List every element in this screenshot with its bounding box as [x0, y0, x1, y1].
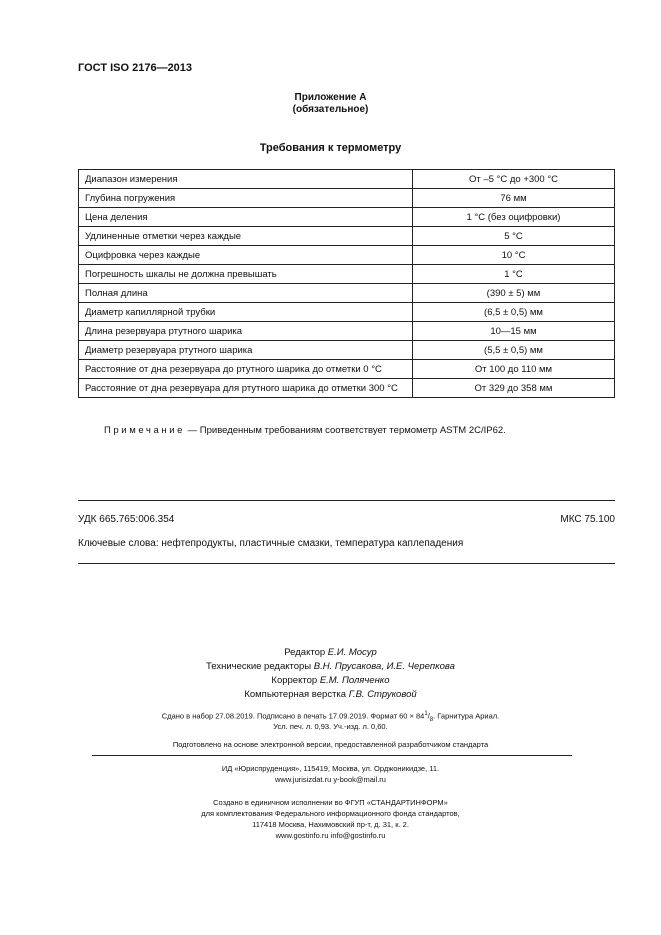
parameter-cell: Оцифровка через каждые	[79, 246, 413, 265]
value-cell: 5 °С	[413, 227, 615, 246]
parameter-cell: Цена деления	[79, 208, 413, 227]
table-note	[104, 425, 506, 436]
table-row	[79, 360, 615, 379]
table-row	[79, 322, 615, 341]
mks-code: МКС 75.100	[560, 514, 615, 525]
udk-code: УДК 665.765:006.354	[78, 514, 175, 525]
appendix-title: Приложение А	[294, 92, 367, 103]
publisher-address: ИД «Юриспруденция», 115419, Москва, ул. Орджоникидзе, 11.	[221, 764, 440, 773]
table-row	[79, 227, 615, 246]
parameter-cell: Удлиненные отметки через каждые	[79, 227, 413, 246]
parameter-cell: Диаметр капиллярной трубки	[79, 303, 413, 322]
publisher-contacts: www.jurisizdat.ru y-book@mail.ru	[275, 775, 386, 784]
parameter-cell: Диапазон измерения	[79, 170, 413, 189]
table-row	[79, 189, 615, 208]
value-cell: От –5 °С до +300 °С	[413, 170, 615, 189]
print-info-line1: Сдано в набор 27.08.2019. Подписано в печать 17.09.2019. Формат $60 \times 84^1/_8$. Гарнитура Ариал.	[161, 711, 500, 723]
producer-line3: 117418 Москва, Нахимовский пр-т, д. 31, к. 2.	[252, 820, 409, 829]
table-row	[79, 303, 615, 322]
parameter-cell: Диаметр резервуара ртутного шарика	[79, 341, 413, 360]
divider-bottom	[78, 563, 615, 564]
parameter-cell: Длина резервуара ртутного шарика	[79, 322, 413, 341]
divider-top	[78, 500, 615, 501]
keywords: Ключевые слова: нефтепродукты, пластичные смазки, температура каплепадения	[78, 538, 464, 549]
appendix-status: (обязательное)	[292, 104, 369, 115]
table-row	[79, 208, 615, 227]
value-cell: 1 °С (без оцифровки)	[413, 208, 615, 227]
table-row	[79, 341, 615, 360]
table-row	[79, 284, 615, 303]
value-cell: (5,5 ± 0,5) мм	[413, 341, 615, 360]
note-label: Примечание	[104, 425, 185, 436]
credit-editor: Редактор Е.И. Мосур	[284, 647, 377, 658]
value-cell: От 100 до 110 мм	[413, 360, 615, 379]
print-info-source: Подготовлено на основе электронной версии, предоставленной разработчиком стандарта	[172, 740, 489, 749]
producer-line1: Создано в единичном исполнении во ФГУП «СТАНДАРТИНФОРМ»	[213, 798, 448, 807]
table-row	[79, 170, 615, 189]
parameter-cell: Расстояние от дна резервуара до ртутного шарика до отметки 0 °С	[79, 360, 413, 379]
value-cell: 76 мм	[413, 189, 615, 208]
table-row	[79, 379, 615, 398]
producer-line4: www.gostinfo.ru info@gostinfo.ru	[275, 831, 386, 840]
requirements-table	[78, 169, 615, 398]
credit-corrector: Корректор Е.М. Поляченко	[271, 675, 390, 686]
divider-publisher	[92, 755, 572, 756]
value-cell: (6,5 ± 0,5) мм	[413, 303, 615, 322]
print-info-line2: Усл. печ. л. 0,93. Уч.-изд. л. 0,60.	[273, 722, 388, 731]
value-cell: 10—15 мм	[413, 322, 615, 341]
table-row	[79, 265, 615, 284]
producer-line2: для комплектования Федерального информационного фонда стандартов,	[201, 809, 460, 818]
section-title: Требования к термометру	[259, 142, 402, 154]
value-cell: От 329 до 358 мм	[413, 379, 615, 398]
parameter-cell: Глубина погружения	[79, 189, 413, 208]
parameter-cell: Погрешность шкалы не должна превышать	[79, 265, 413, 284]
note-text: — Приведенным требованиям соответствует термометр ASTM 2C/IP62.	[185, 425, 506, 436]
value-cell: 10 °С	[413, 246, 615, 265]
value-cell: 1 °С	[413, 265, 615, 284]
credit-tech-editors: Технические редакторы В.Н. Прусакова, И.Е. Черепкова	[206, 661, 455, 672]
credit-layout: Компьютерная верстка Г.В. Струковой	[244, 689, 417, 700]
table-row	[79, 246, 615, 265]
value-cell: (390 ± 5) мм	[413, 284, 615, 303]
document-header: ГОСТ ISO 2176—2013	[78, 62, 193, 74]
parameter-cell: Полная длина	[79, 284, 413, 303]
parameter-cell: Расстояние от дна резервуара для ртутного шарика до отметки 300 °С	[79, 379, 413, 398]
